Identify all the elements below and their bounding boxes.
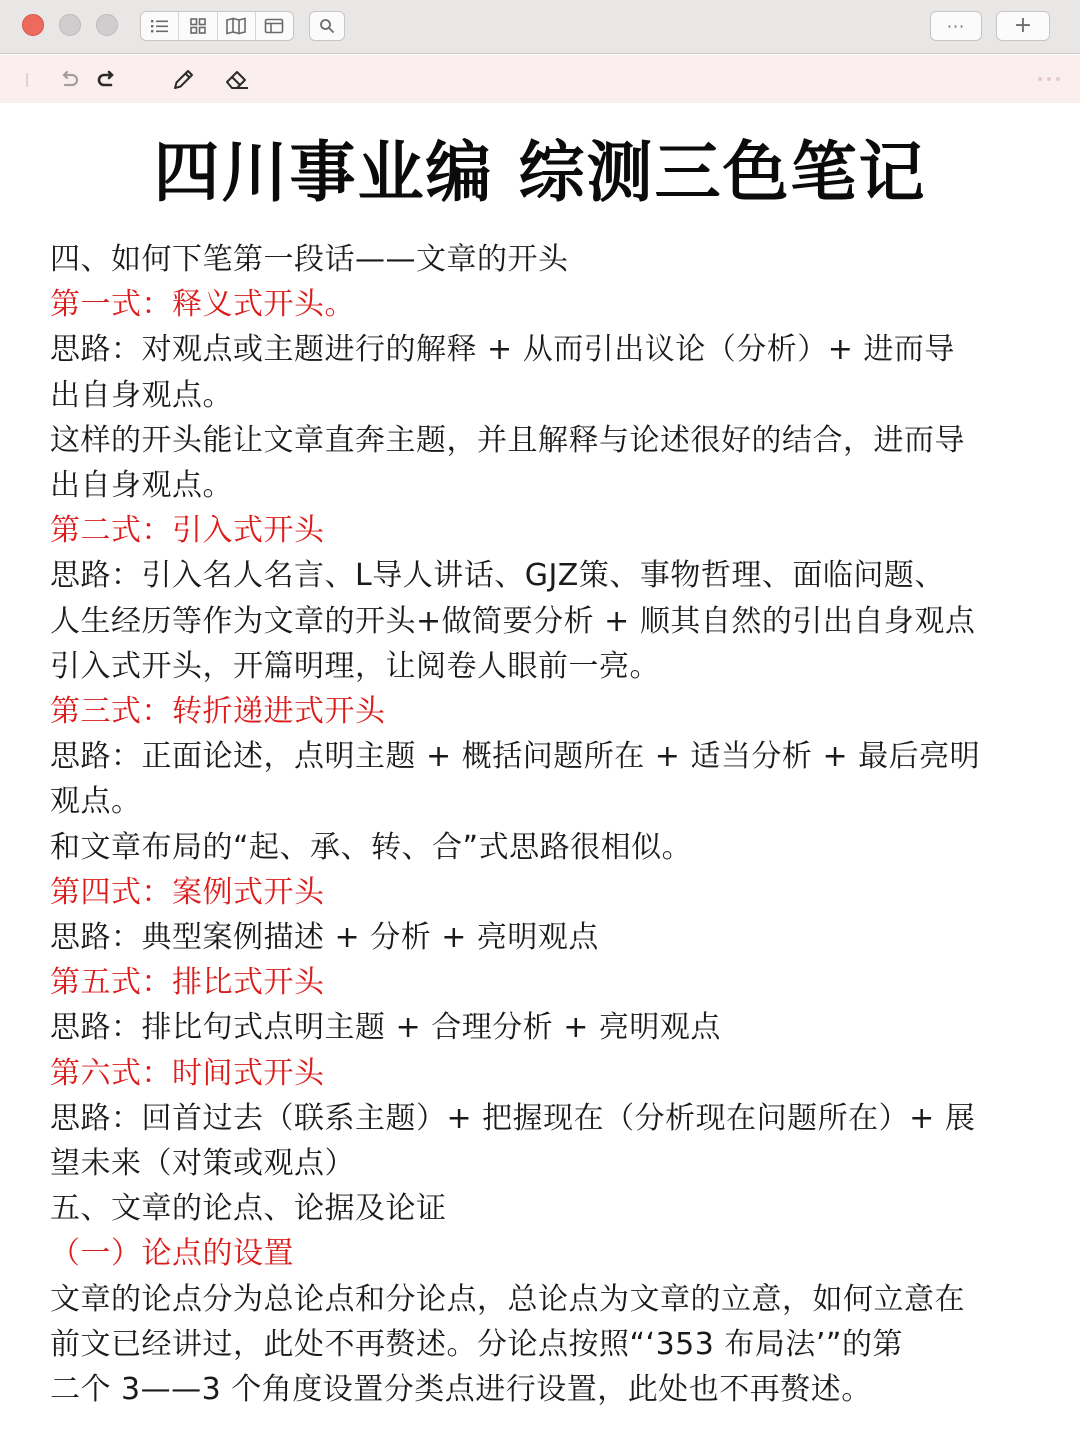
- text-line: 思路：对观点或主题进行的解释 + 从而引出议论（分析）+ 进而导: [50, 332, 955, 368]
- text-line: 四、如何下笔第一段话——文章的开头: [50, 242, 569, 277]
- redo-icon: [95, 70, 119, 90]
- sidebar-toggle-button[interactable]: [12, 65, 42, 95]
- text-line: 思路：排比句式点明主题 + 合理分析 + 亮明观点: [50, 1010, 721, 1046]
- more-button[interactable]: [930, 11, 982, 41]
- add-label: +: [1013, 13, 1033, 38]
- section-heading: 第三式：转折递进式开头: [50, 694, 386, 730]
- text-line: 思路：正面论述，点明主题 + 概括问题所在 + 适当分析 + 最后亮明: [50, 739, 981, 775]
- text-line: 思路：回首过去（联系主题）+ 把握现在（分析现在问题所在）+ 展: [50, 1100, 976, 1136]
- undo-button[interactable]: [54, 65, 84, 95]
- section-heading: 第二式：引入式开头: [50, 513, 325, 549]
- text-line: 望未来（对策或观点）: [50, 1146, 355, 1182]
- add-button[interactable]: [996, 11, 1050, 41]
- section-heading: （一）论点的设置: [50, 1236, 294, 1272]
- search-icon: [319, 18, 335, 34]
- pencil-tool-button[interactable]: [168, 65, 198, 95]
- text-line: 这样的开头能让文章直奔主题，并且解释与论述很好的结合，进而导: [50, 422, 965, 458]
- text-line: 出自身观点。: [50, 468, 233, 504]
- document-title: 四川事业编 综测三色笔记: [153, 134, 927, 211]
- undo-icon: [57, 70, 81, 90]
- window-maximize-button[interactable]: [96, 14, 118, 36]
- text-line: 思路：引入名人名言、L导人讲话、GJZ策、事物哲理、面临问题、: [50, 558, 945, 594]
- text-line: 引入式开头，开篇明理，让阅卷人眼前一亮。: [50, 648, 660, 684]
- text-line: 人生经历等作为文章的开头+做简要分析 + 顺其自然的引出自身观点: [50, 603, 976, 639]
- grid-view-button[interactable]: [179, 12, 217, 40]
- book-view-button[interactable]: [218, 12, 256, 40]
- window-close-button[interactable]: [22, 14, 44, 36]
- text-line: 前文已经讲过，此处不再赘述。分论点按照“‘353 布局法’”的第: [50, 1326, 903, 1362]
- sidebar-view-button[interactable]: [256, 12, 293, 40]
- text-line: 五、文章的论点、论据及论证: [50, 1191, 447, 1227]
- window-minimize-button[interactable]: [59, 14, 81, 36]
- document-body: [50, 237, 1040, 1412]
- view-mode-segmented-control: [140, 11, 294, 41]
- pencil-icon: [170, 67, 196, 93]
- more-label: ···: [946, 16, 966, 36]
- book-icon: [225, 17, 247, 35]
- section-heading: 第五式：排比式开头: [50, 965, 325, 1001]
- toolbar-overflow-indicator: [1038, 77, 1060, 81]
- text-line: 观点。: [50, 784, 142, 820]
- eraser-icon: [223, 67, 251, 93]
- search-button[interactable]: [309, 11, 345, 41]
- section-heading: 第四式：案例式开头: [50, 874, 325, 910]
- collapse-icon: [22, 70, 32, 90]
- section-heading: 第一式：释义式开头。: [50, 287, 355, 323]
- annotation-toolbar: [0, 55, 1080, 103]
- grid-icon: [189, 17, 207, 35]
- text-line: 思路：典型案例描述 + 分析 + 亮明观点: [50, 920, 599, 956]
- text-line: 二个 3——3 个角度设置分类点进行设置，此处也不再赘述。: [50, 1372, 872, 1408]
- redo-button[interactable]: [92, 65, 122, 95]
- sidebar-icon: [264, 18, 284, 34]
- eraser-tool-button[interactable]: [222, 65, 252, 95]
- list-icon: [150, 18, 170, 34]
- text-line: 和文章布局的“起、承、转、合”式思路很相似。: [50, 829, 693, 865]
- list-view-button[interactable]: [141, 12, 179, 40]
- text-line: 文章的论点分为总论点和分论点，总论点为文章的立意，如何立意在: [50, 1281, 965, 1317]
- window-title-bar: [0, 0, 1080, 54]
- text-line: 出自身观点。: [50, 377, 233, 413]
- section-heading: 第六式：时间式开头: [50, 1055, 325, 1091]
